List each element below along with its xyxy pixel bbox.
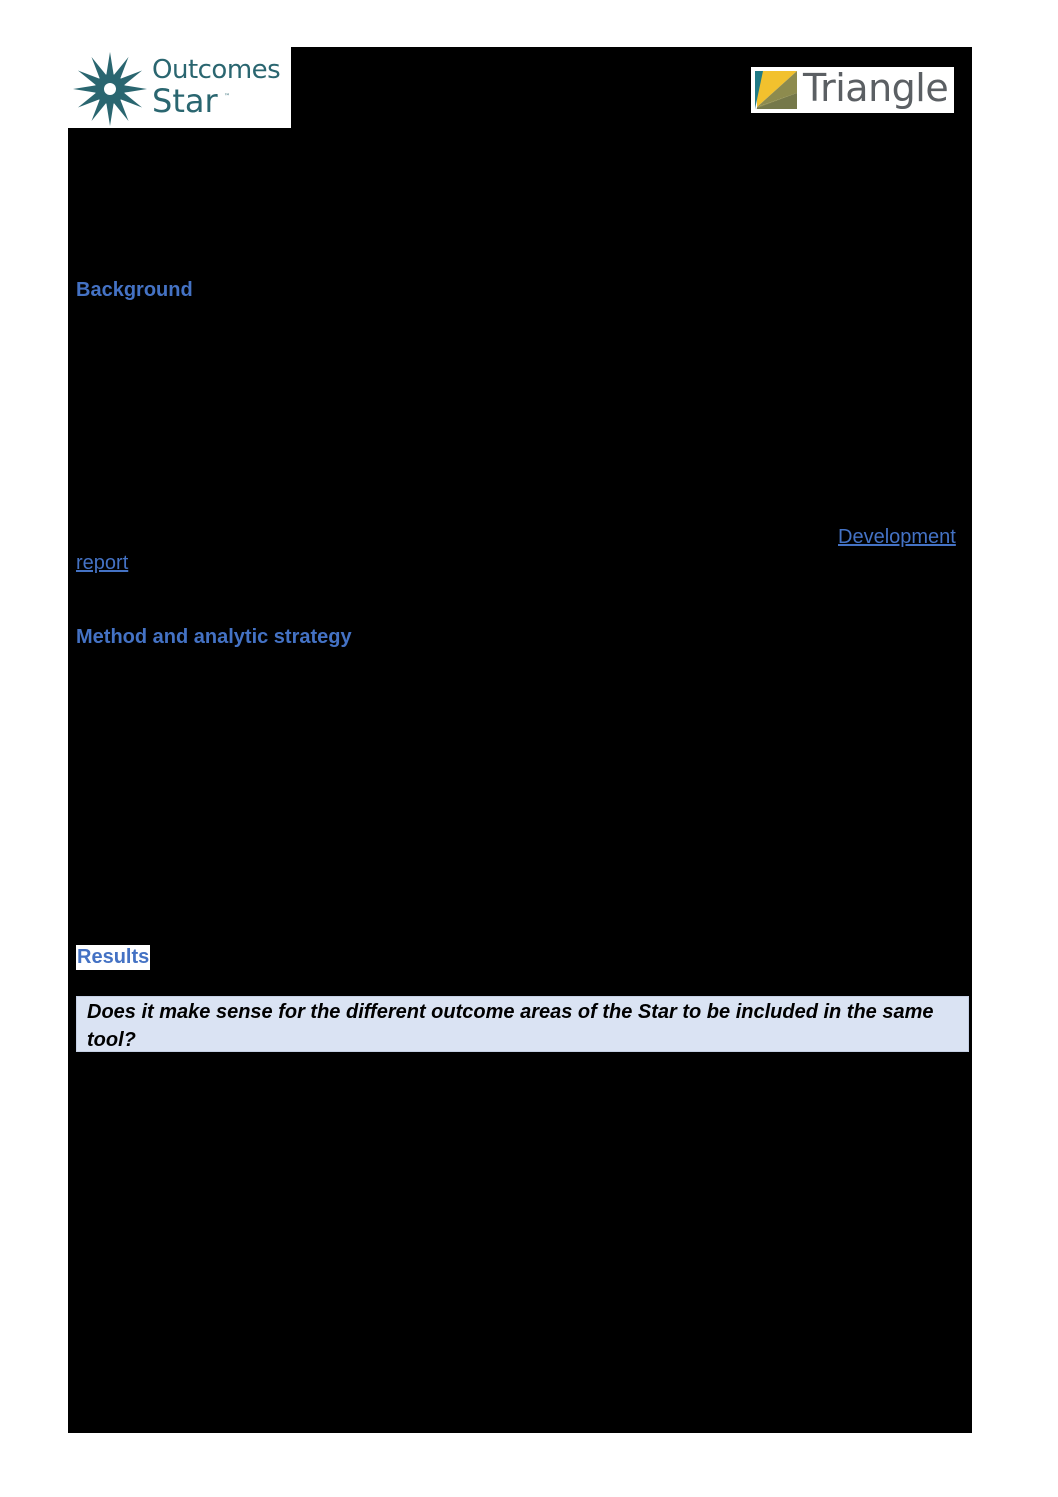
outcomes-star-logo (68, 47, 291, 128)
logo-trademark: ™ (224, 93, 230, 100)
development-report-link-line2[interactable]: report (76, 552, 129, 574)
results-heading-wrapper (76, 947, 150, 967)
background-heading: Background (76, 279, 193, 301)
triangle-logo (751, 67, 954, 113)
method-heading: Method and analytic strategy (76, 626, 352, 648)
redacted-content-area (68, 47, 972, 1433)
logo-text-outcomes: Outcomes (152, 55, 281, 85)
question-text: Does it make sense for the different outcome areas of the Star to be included in the same tool? (87, 1001, 934, 1051)
logo-text-star: Star (152, 82, 218, 120)
development-report-link-line1[interactable]: Development (838, 526, 956, 548)
triangle-logo-icon (753, 69, 797, 111)
star-icon (72, 51, 148, 127)
results-heading: Results (77, 946, 150, 968)
question-callout (76, 996, 969, 1052)
triangle-logo-text: Triangle (803, 66, 949, 110)
